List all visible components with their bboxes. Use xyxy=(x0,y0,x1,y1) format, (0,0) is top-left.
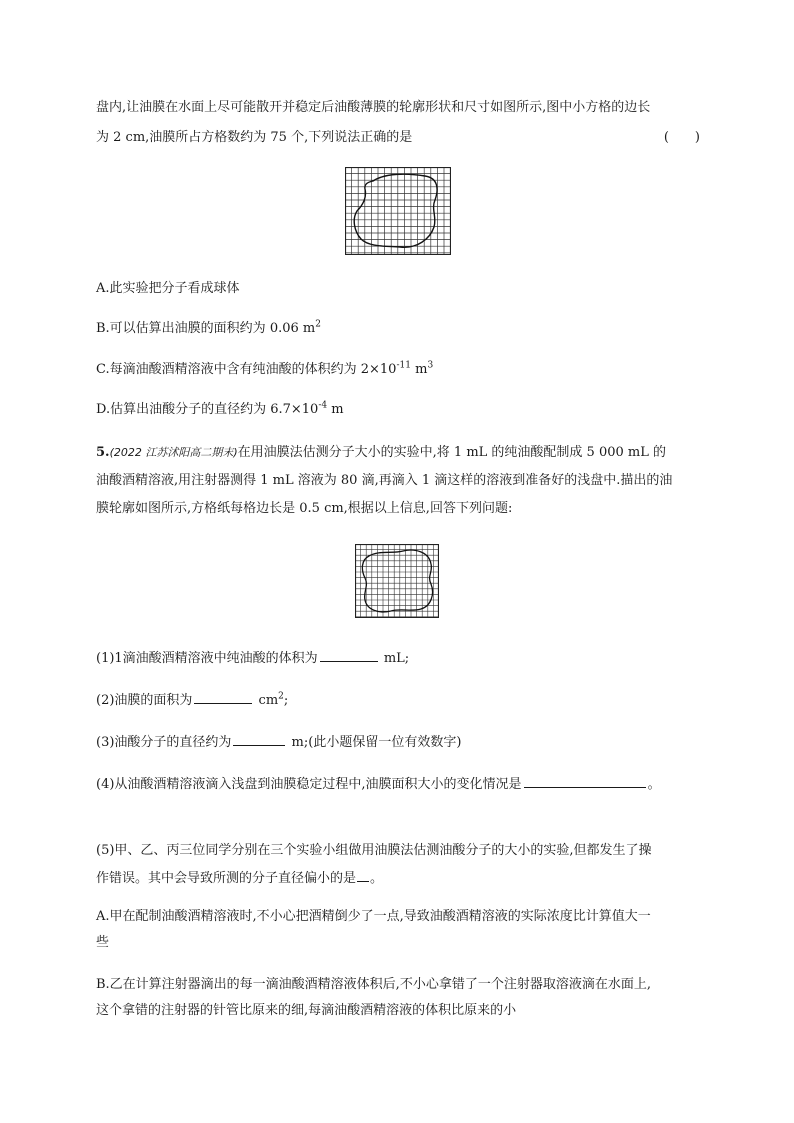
grid-lines xyxy=(345,167,451,255)
oil-film-grid-figure-2 xyxy=(355,544,439,618)
sub5-text: 作错误。其中会导致所测的分子直径偏小的是 xyxy=(96,871,357,886)
sub5-option-a-line-1: A.甲在配制油酸酒精溶液时,不小心把酒精倒少了一点,导致油酸酒精溶液的实际浓度比计算值大一 xyxy=(96,909,651,924)
option-a: A.此实验把分子看成球体 xyxy=(96,281,240,296)
sub1-unit: mL; xyxy=(379,651,410,666)
option-c xyxy=(96,360,433,380)
sub3-note: m;(此小题保留一位有效数字) xyxy=(287,735,462,750)
option-b xyxy=(96,319,321,339)
option-d-text: D.估算出油酸分子的直径约为 6.7×10 xyxy=(96,402,319,417)
option-d xyxy=(96,400,344,420)
option-c-sup: -11 xyxy=(396,360,411,371)
option-b-sup: 2 xyxy=(315,319,321,330)
sub5-option-b-line-1: B.乙在计算注射器滴出的每一滴油酸酒精溶液体积后,不小心拿错了一个注射器取溶液滴在水面上, xyxy=(96,977,651,992)
q5-line-2: 油酸酒精溶液,用注射器测得 1 mL 溶液为 80 滴,再滴入 1 滴这样的溶液到准备好的浅盘中.描出的油 xyxy=(96,473,673,488)
sub-question-5-line-2 xyxy=(96,867,383,889)
option-d-unit: m xyxy=(327,402,344,417)
sub2-unit-sup: 2 xyxy=(278,691,284,702)
sub5-option-a-line-2: 些 xyxy=(96,935,110,950)
oil-film-outline xyxy=(354,174,437,247)
sub3-text: (3)油酸分子的直径约为 xyxy=(96,735,232,750)
oil-film-grid-figure-1 xyxy=(345,167,451,255)
sub-question-1 xyxy=(96,647,409,669)
intro-line-2 xyxy=(96,128,700,148)
sub3-answer-blank[interactable] xyxy=(233,731,285,746)
sub4-answer-blank[interactable] xyxy=(524,773,646,788)
sub1-answer-blank[interactable] xyxy=(320,647,378,662)
option-b-text: B.可以估算出油膜的面积约为 0.06 m xyxy=(96,321,316,336)
sub-question-5-line-1: (5)甲、乙、丙三位同学分别在三个实验小组做用油膜法估测油酸分子的大小的实验,但都发生了操 xyxy=(96,843,652,858)
q5-line-1 xyxy=(96,443,666,463)
sub4-end: 。 xyxy=(647,777,661,792)
q5-source: (2022 江苏沭阳高二期末) xyxy=(109,446,238,459)
sub-question-2 xyxy=(96,689,288,711)
sub2-answer-blank[interactable] xyxy=(194,689,252,704)
option-d-sup: -4 xyxy=(318,400,328,411)
intro-line-1: 盘内,让油膜在水面上尽可能散开并稳定后油酸薄膜的轮廓形状和尺寸如图所示,图中小方格的边长 xyxy=(96,100,651,115)
sub5-answer-blank[interactable] xyxy=(357,867,369,882)
q5-number: 5. xyxy=(96,445,110,460)
option-c-unit: m xyxy=(410,362,428,377)
option-c-text: C.每滴油酸酒精溶液中含有纯油酸的体积约为 2×10 xyxy=(96,362,397,377)
answer-bracket: ( ) xyxy=(663,130,700,145)
q5-line-3: 膜轮廓如图所示,方格纸每格边长是 0.5 cm,根据以上信息,回答下列问题: xyxy=(96,501,513,516)
sub2-unit: cm xyxy=(254,693,279,708)
sub5-option-b-line-2: 这个拿错的注射器的针管比原来的细,每滴油酸酒精溶液的体积比原来的小 xyxy=(96,1003,517,1018)
intro-line-2-text: 为 2 cm,油膜所占方格数约为 75 个,下列说法正确的是 xyxy=(96,130,413,145)
sub5-end: 。 xyxy=(370,871,384,886)
sub2-end: ; xyxy=(283,693,289,708)
option-c-unit-sup: 3 xyxy=(427,360,434,371)
q5-line-1-text: 在用油膜法估测分子大小的实验中,将 1 mL 的纯油酸配制成 5 000 mL 的 xyxy=(237,445,666,460)
sub-question-4 xyxy=(96,773,661,795)
sub1-text: (1)1滴油酸酒精溶液中纯油酸的体积为 xyxy=(96,651,318,666)
sub-question-3 xyxy=(96,731,461,753)
sub2-text: (2)油膜的面积为 xyxy=(96,693,193,708)
sub4-text: (4)从油酸酒精溶液滴入浅盘到油膜稳定过程中,油膜面积大小的变化情况是 xyxy=(96,777,522,792)
